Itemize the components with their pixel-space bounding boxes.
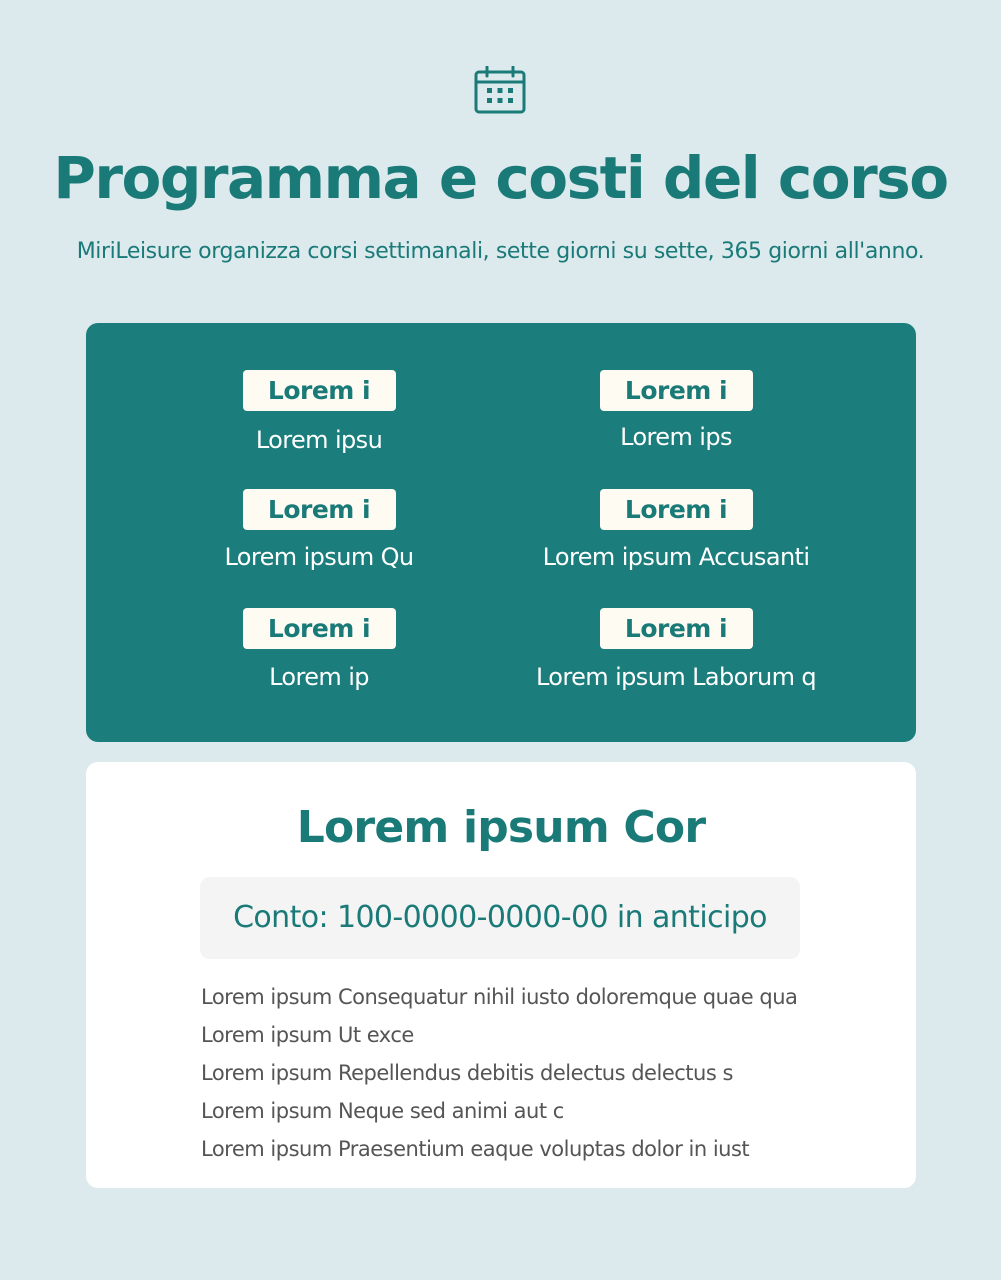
- list-item: Lorem ipsum Ut exce: [201, 1023, 414, 1047]
- schedule-item: [496, 489, 856, 572]
- cost-title: Lorem ipsum Cor: [296, 802, 706, 853]
- schedule-item: [496, 608, 856, 692]
- schedule-panel: [86, 323, 916, 742]
- list-item: Lorem ipsum Praesentium eaque voluptas dolor in iust: [201, 1137, 750, 1161]
- schedule-badge: Lorem i: [243, 489, 396, 530]
- list-item: Lorem ipsum Repellendus debitis delectus delectus s: [201, 1061, 733, 1085]
- account-info: Conto: 100-0000-0000-00 in anticipo: [200, 877, 800, 959]
- schedule-text: Lorem ipsu: [255, 426, 383, 454]
- list-item: Lorem ipsum Neque sed animi aut c: [201, 1099, 564, 1123]
- schedule-item: [139, 608, 499, 692]
- schedule-badge: Lorem i: [600, 608, 753, 649]
- schedule-item: [139, 489, 499, 572]
- schedule-item: [139, 370, 499, 455]
- schedule-text: Lorem ipsum Qu: [224, 543, 414, 571]
- schedule-text: Lorem ipsum Accusanti: [542, 543, 810, 571]
- schedule-text: Lorem ips: [620, 423, 732, 451]
- cost-card: [86, 762, 916, 1188]
- calendar-icon: [474, 66, 526, 114]
- schedule-badge: Lorem i: [600, 370, 753, 411]
- schedule-badge: Lorem i: [600, 489, 753, 530]
- list-item: Lorem ipsum Consequatur nihil iusto doloremque quae qua: [201, 985, 798, 1009]
- schedule-text: Lorem ipsum Laborum q: [535, 663, 817, 691]
- page-subtitle: MiriLeisure organizza corsi settimanali, sette giorni su sette, 365 giorni all'anno.: [76, 239, 925, 264]
- schedule-badge: Lorem i: [243, 608, 396, 649]
- schedule-text: Lorem ip: [269, 663, 369, 691]
- cost-notes-list: [201, 978, 841, 1168]
- schedule-item: [496, 370, 856, 452]
- schedule-badge: Lorem i: [243, 370, 396, 411]
- page-title: Programma e costi del corso: [53, 144, 948, 212]
